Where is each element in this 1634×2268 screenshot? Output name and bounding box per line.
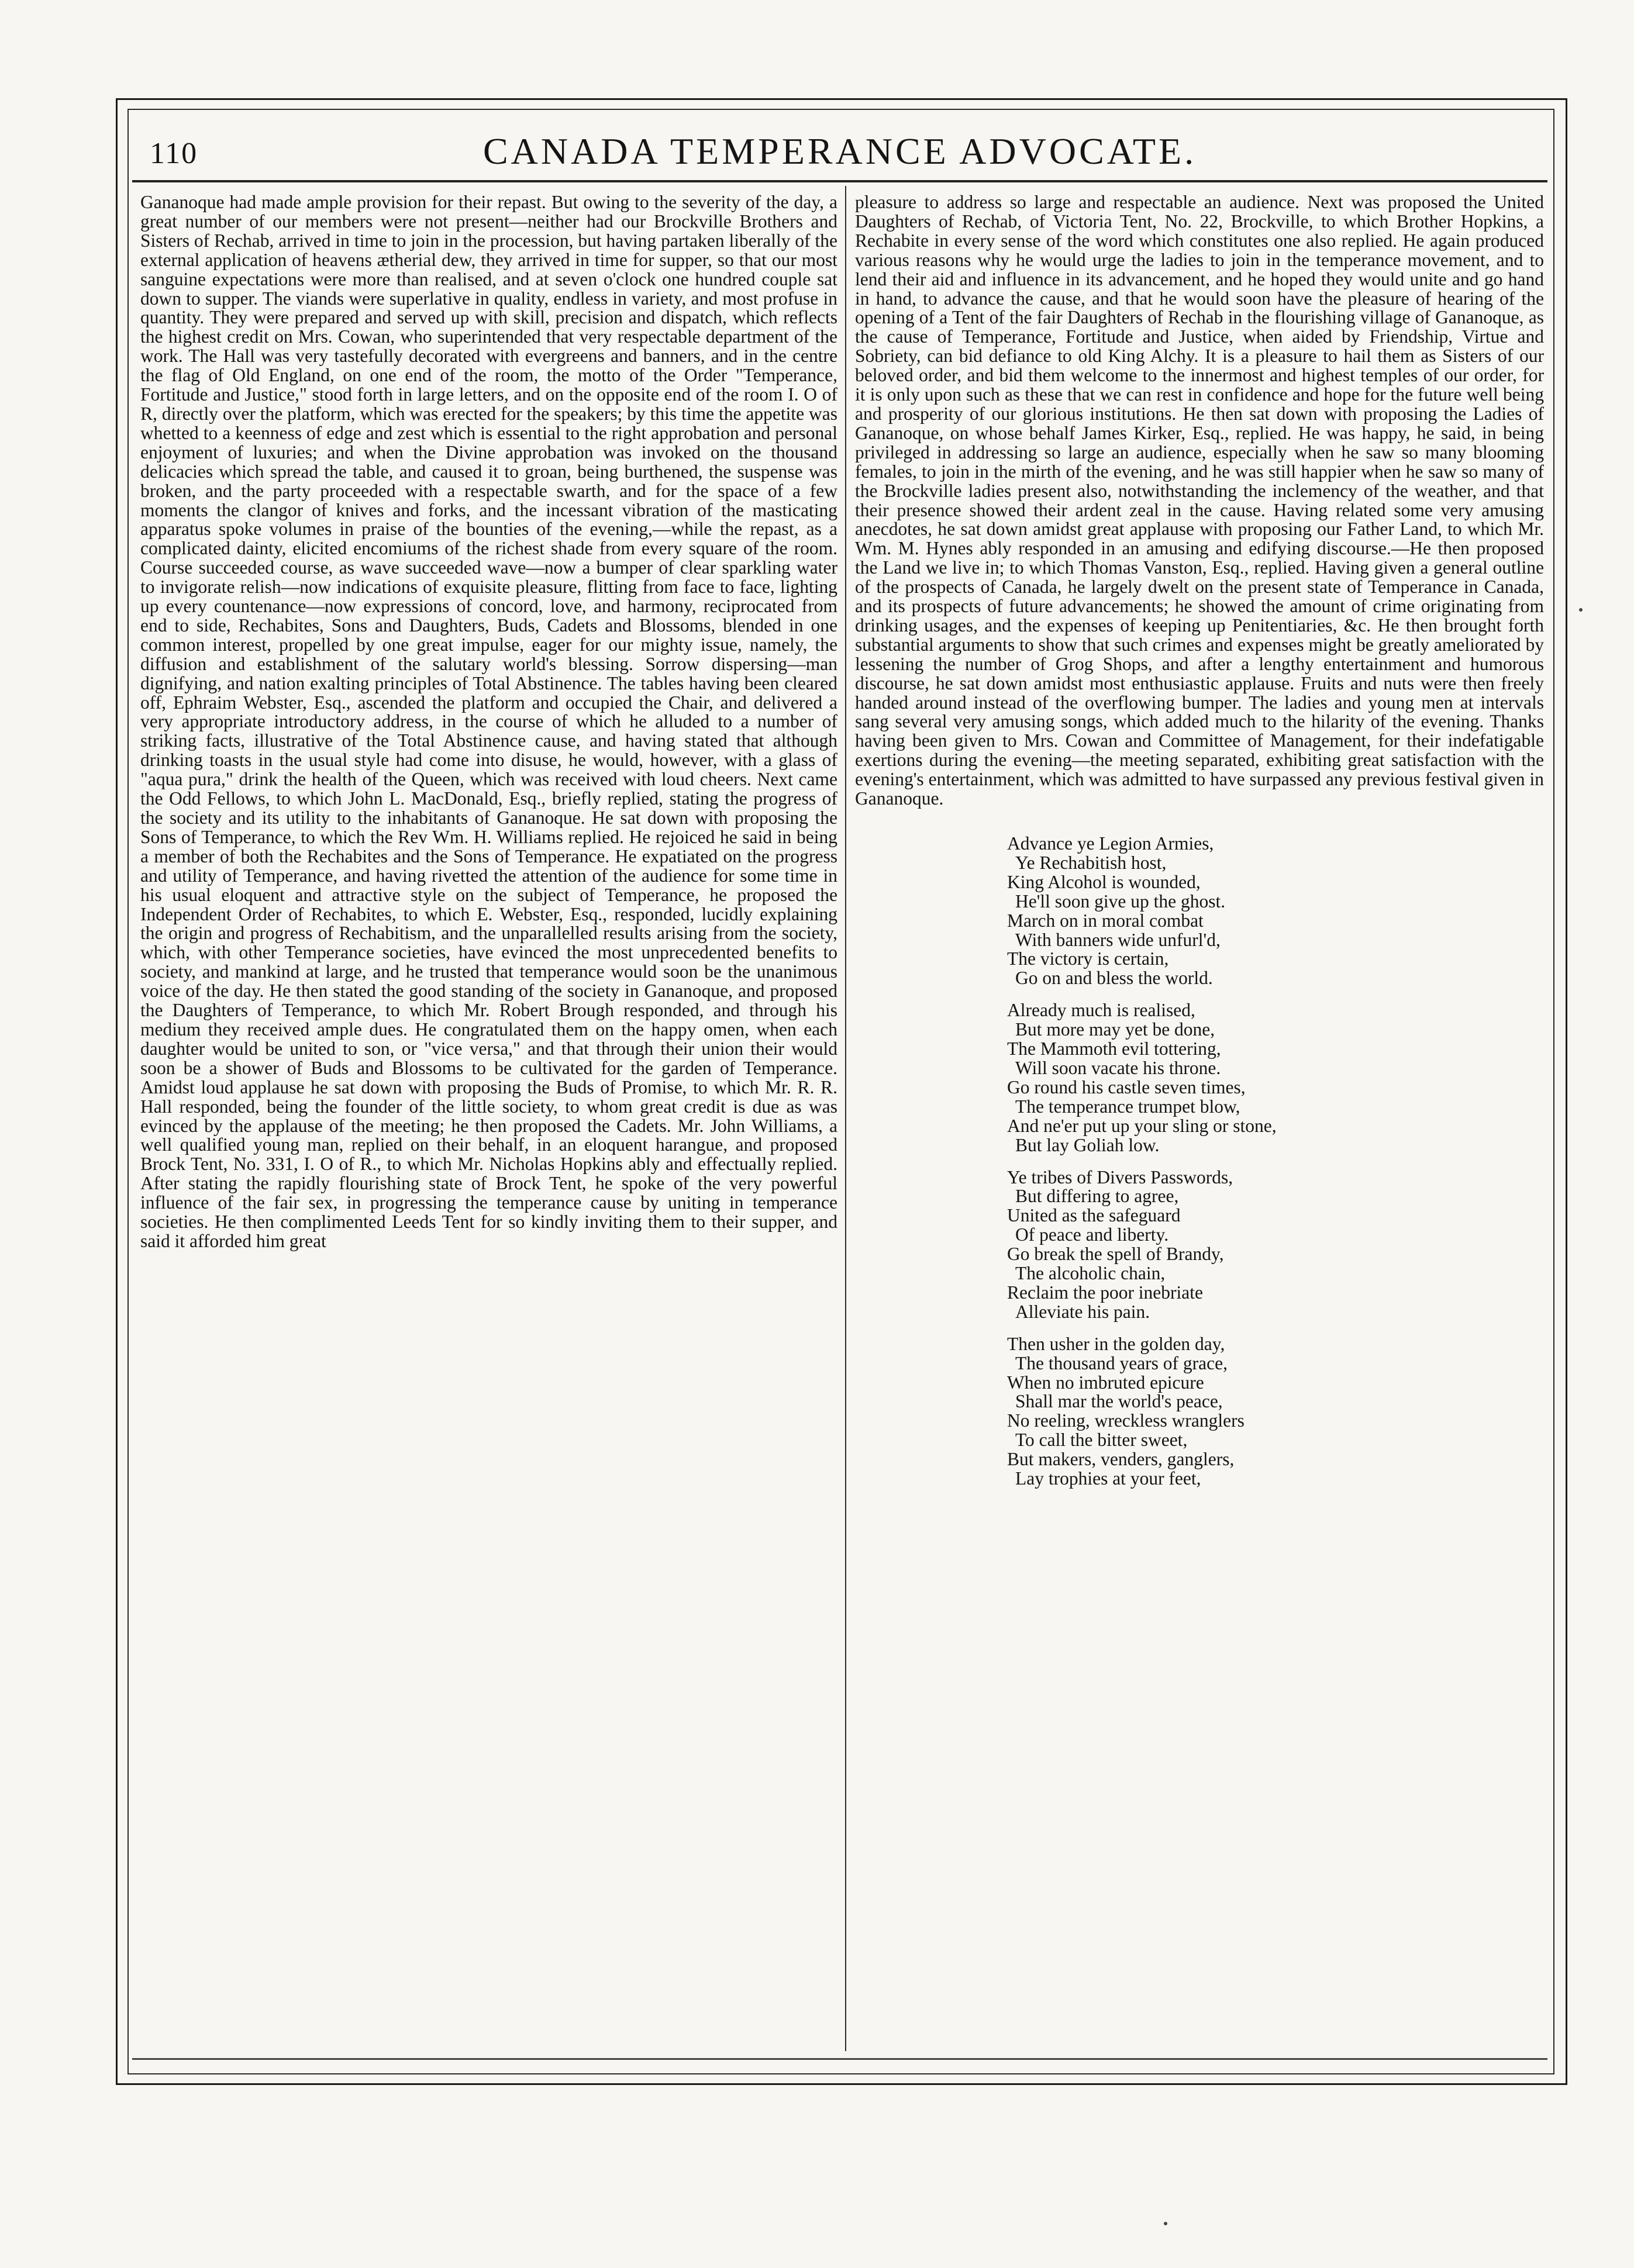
poem-stanza [1007, 1335, 1544, 1489]
poem-line: Advance ye Legion Armies, [1007, 833, 1214, 854]
right-column-text: pleasure to address so large and respectable an audience. Next was proposed the United Daughters of Rechab, of Victoria Tent, No. 22, Brockville, to which Brother Hopkins, a Rechabite in every sense of the word which constitutes one also replied. He again produced various reasons why he would urge the ladies to join in the temperance movement, and to lend their aid and influence in its advancement, and he hoped they would unite and go hand in hand, to advance the cause, and that he would soon have the pleasure of hearing of the opening of a Tent of the fair Daughters of Rechab in the flourishing village of Gananoque, as the cause of Temperance, Fortitude and Justice, when aided by Friendship, Virtue and Sobriety, can bid defiance to old King Alchy. It is a pleasure to hail them as Sisters of our beloved order, and bid them welcome to the innermost and highest temples of our order, for it is only upon such as these that we can rest in confidence and hope for the future well being and prosperity of our glorious institutions. He then sat down with proposing the Ladies of Gananoque, on whose behalf James Kirker, Esq., replied. He was happy, he said, in being privileged in addressing so large an audience, especially when he saw so many blooming females, to join in the mirth of the evening, and he was still happier when he saw so many of the Brockville ladies present also, notwithstanding the inclemency of the weather, and that their presence showed their ardent zeal in the cause. Having related some very amusing anecdotes, he sat down amidst great applause with proposing our Father Land, to which Mr. Wm. M. Hynes ably responded in an amusing and edifying discourse.—He then proposed the Land we live in; to which Thomas Vanston, Esq., replied. Having given a general outline of the prospects of Canada, he largely dwelt on the present state of Temperance in Canada, and its prospects of future advancements; he showed the amount of crime originating from drinking usages, and the expenses of keeping up Penitentiaries, &c. He then brought forth substantial arguments to show that such crimes and expenses might be greatly ameliorated by lessening the number of Grog Shops, and after a lengthy entertainment and humorous discourse, he sat down amidst most enthusiastic applause. Fruits and nuts were then freely handed around instead of the overflowing bumper. The ladies and young men at intervals sang several very amusing songs, which added much to the hilarity of the evening. Thanks having been given to Mrs. Cowan and Committee of Management, for their indefatigable exertions during the evening—the meeting separated, exhibiting great satisfaction with the evening's entertainment, which was admitted to have surpassed any previous festival given in Gananoque. [855, 193, 1544, 809]
poem-line: The temperance trumpet blow, [1015, 1096, 1240, 1117]
poem-line: Lay trophies at your feet, [1015, 1468, 1201, 1489]
poem-line: United as the safeguard [1007, 1205, 1181, 1226]
poem-line: But differing to agree, [1015, 1186, 1179, 1207]
column-divider [845, 186, 846, 2051]
poem-line: He'll soon give up the ghost. [1015, 890, 1226, 912]
poem-line: Reclaim the poor inebriate [1007, 1282, 1203, 1303]
poem-line: King Alcohol is wounded, [1007, 871, 1201, 892]
right-column [855, 193, 1544, 2046]
poem-line: Ye Rechabitish host, [1015, 852, 1167, 873]
poem-line: The victory is certain, [1007, 948, 1169, 969]
poem-line: Ye tribes of Divers Passwords, [1007, 1166, 1233, 1187]
bottom-rule [132, 2058, 1547, 2060]
poem-line: Go round his castle seven times, [1007, 1076, 1246, 1097]
poem-line: The alcoholic chain, [1015, 1263, 1166, 1284]
left-column [140, 193, 837, 2046]
poem-line: Go on and bless the world. [1015, 968, 1213, 989]
publication-title: CANADA TEMPERANCE ADVOCATE. [482, 130, 1197, 172]
poem-line: Shall mar the world's peace, [1015, 1391, 1223, 1412]
poem-line: But more may yet be done, [1015, 1019, 1215, 1040]
page-number: 110 [150, 137, 198, 170]
poem-line: Of peace and liberty. [1015, 1224, 1169, 1245]
poem-line: But lay Goliah low. [1015, 1134, 1160, 1155]
poem-line: Go break the spell of Brandy, [1007, 1244, 1224, 1265]
poem-line: With banners wide unfurl'd, [1015, 929, 1221, 950]
poem [1007, 834, 1544, 1489]
poem-line: Already much is realised, [1007, 1000, 1195, 1021]
poem-line: No reeling, wreckless wranglers [1007, 1410, 1245, 1431]
header-rule [132, 180, 1547, 182]
poem-line: The Mammoth evil tottering, [1007, 1038, 1221, 1059]
poem-line: March on in moral combat [1007, 910, 1204, 931]
poem-stanza [1007, 1001, 1544, 1155]
poem-line: Will soon vacate his throne. [1015, 1057, 1221, 1078]
poem-stanza [1007, 1168, 1544, 1322]
poem-line: Then usher in the golden day, [1007, 1333, 1225, 1354]
poem-line: To call the bitter sweet, [1015, 1430, 1188, 1451]
poem-line: But makers, venders, ganglers, [1007, 1449, 1235, 1470]
poem-stanza [1007, 834, 1544, 988]
print-speck [1579, 608, 1583, 612]
left-column-text: Gananoque had made ample provision for their repast. But owing to the severity of the day, a great number of our members were not present—neither had our Brockville Brothers and Sisters of Rechab, arrived in time to join in the procession, but having partaken liberally of the external application of heavens ætherial dew, they arrived in time for supper, so that our most sanguine expectations were more than realised, and at seven o'clock one hundred couple sat down to supper. The viands were superlative in quality, endless in variety, and most profuse in quantity. They were prepared and served up with skill, precision and dispatch, which reflects the highest credit on Mrs. Cowan, who superintended that very respectable department of the work. The Hall was very tastefully decorated with evergreens and banners, and in the centre the flag of Old England, on one end of the room, the motto of the Order "Temperance, Fortitude and Justice," stood forth in large letters, and on the opposite end of the room I. O of R, directly over the platform, which was erected for the speakers; by this time the appetite was whetted to a keenness of edge and zest which is essential to the right approbation and personal enjoyment of luxuries; and when the Divine approbation was invoked on the thousand delicacies which spread the table, and caused it to groan, being burthened, the suspense was broken, and the party proceeded with a respectable swarth, and for the space of a few moments the clangor of knives and forks, and the incessant vibration of the masticating apparatus spoke volumes in praise of the bounties of the evening,—while the repast, as a complicated dainty, elicited encomiums of the richest shade from every square of the room. Course succeeded course, as wave succeeded wave—now a bumper of clear sparkling water to invigorate relish—now indications of exquisite pleasure, flitting from face to face, lighting up every countenance—now expressions of concord, love, and harmony, reciprocated from end to side, Rechabites, Sons and Daughters, Buds, Cadets and Blossoms, blended in one common interest, propelled by one great impulse, eager for our mighty issue, namely, the diffusion and establishment of the salutary world's blessing. Sorrow dispersing—man dignifying, and nation exalting principles of Total Abstinence. The tables having been cleared off, Ephraim Webster, Esq., ascended the platform and occupied the Chair, and delivered a very appropriate introductory address, in the course of which he alluded to a number of striking facts, illustrative of the Total Abstinence cause, and having stated that although drinking toasts in the usual style had come into disuse, he would, however, with a glass of "aqua pura," drink the health of the Queen, which was received with loud cheers. Next came the Odd Fellows, to which John L. MacDonald, Esq., briefly replied, stating the progress of the society and its utility to the inhabitants of Gananoque. He sat down with proposing the Sons of Temperance, to which the Rev Wm. H. Williams replied. He rejoiced he said in being a member of both the Rechabites and the Sons of Temperance. He expatiated on the progress and utility of Temperance, and having rivetted the attention of the audience for some time in his usual eloquent and attractive style on the subject of Temperance, he proposed the Independent Order of Rechabites, to which E. Webster, Esq., responded, lucidly explaining the origin and progress of Rechabitism, and the unparallelled results arising from the society, which, with other Temperance societies, have evinced the most unprecedented benefits to society, and mankind at large, and he trusted that temperance would soon be the unanimous voice of the day. He then stated the good standing of the society in Gananoque, and proposed the Daughters of Temperance, to which Mr. Robert Brough responded, and through his medium they received ample dues. He congratulated them on the happy omen, when each daughter would be united to son, or "vice versa," and that through their union their would soon be a shower of Buds and Blossoms to be cultivated for the garden of Temperance. Amidst loud applause he sat down with proposing the Buds of Promise, to which Mr. R. R. Hall responded, being the founder of the little society, to whom great credit is due as was evinced by the applause of the meeting; he then proposed the Cadets. Mr. John Williams, a well qualified young man, replied on their behalf, in an eloquent harangue, and proposed Brock Tent, No. 331, I. O of R., to which Mr. Nicholas Hopkins ably and effectually replied. After stating the rapidly flourishing state of Brock Tent, he spoke of the very powerful influence of the fair sex, in progressing the temperance cause by uniting in temperance societies. He then complimented Leeds Tent for so kindly inviting them to their supper, and said it afforded him great [140, 193, 837, 1251]
poem-line: Alleviate his pain. [1015, 1301, 1150, 1322]
poem-line: The thousand years of grace, [1015, 1352, 1228, 1373]
poem-line: When no imbruted epicure [1007, 1372, 1204, 1393]
print-speck [1164, 2222, 1167, 2225]
running-header [132, 115, 1547, 179]
poem-line: And ne'er put up your sling or stone, [1007, 1115, 1277, 1136]
